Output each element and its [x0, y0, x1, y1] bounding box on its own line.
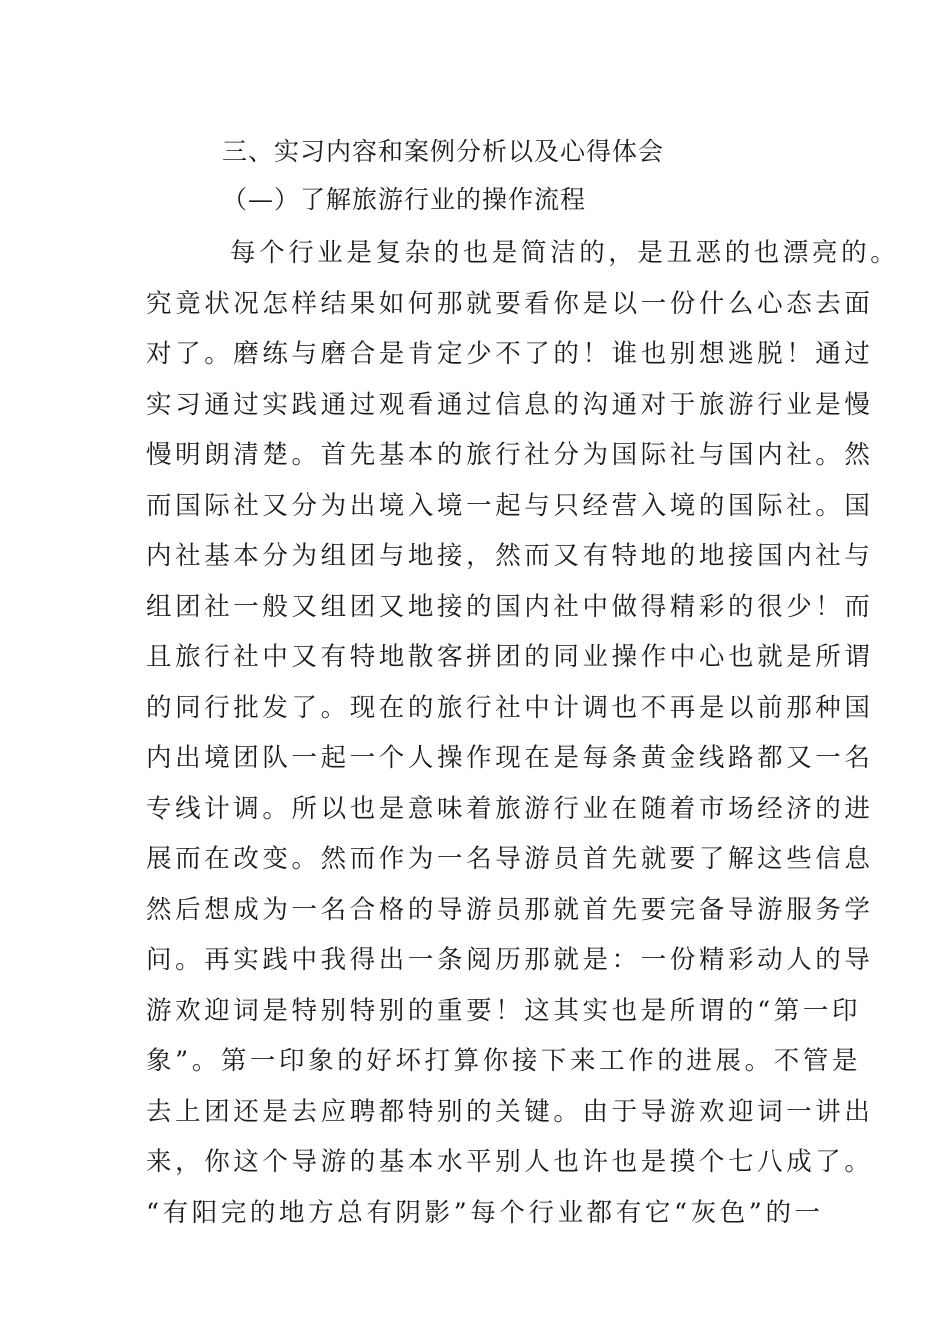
paragraph-line: 而国际社又分为出境入境一起与只经营入境的国际社。国: [146, 490, 874, 521]
paragraph-line: 内社基本分为组团与地接，然而又有特地的地接国内社与: [146, 541, 874, 571]
paragraph-line: 每个行业是复杂的也是简洁的，是丑恶的也漂亮的。: [230, 238, 900, 268]
paragraph-line: 的同行批发了。现在的旅行社中计调也不再是以前那种国: [146, 692, 874, 723]
paragraph-line: 问。再实践中我得出一条阅历那就是：一份精彩动人的导: [146, 945, 874, 975]
paragraph-line: 去上团还是去应聘都特别的关键。由于导游欢迎词一讲出: [146, 1096, 874, 1127]
paragraph-line: “有阳完的地方总有阴影”每个行业都有它“灰色”的一: [146, 1197, 824, 1228]
paragraph-line: 游欢迎词是特别特别的重要！这其实也是所谓的“第一印: [146, 995, 862, 1026]
paragraph-line: 内出境团队一起一个人操作现在是每条黄金线路都又一名: [146, 743, 874, 773]
paragraph-line: 组团社一般又组团又地接的国内社中做得精彩的很少！而: [146, 591, 874, 622]
paragraph-line: 且旅行社中又有特地散客拼团的同业操作中心也就是所谓: [146, 642, 874, 672]
subsection-heading: （—）了解旅游行业的操作流程: [222, 185, 587, 214]
paragraph-line: 实习通过实践通过观看通过信息的沟通对于旅游行业是慢: [146, 389, 874, 420]
paragraph-line: 对了。磨练与磨合是肯定少不了的！谁也别想逃脱！通过: [146, 339, 874, 369]
paragraph-line: 来，你这个导游的基本水平别人也许也是摸个七八成了。: [146, 1147, 874, 1177]
paragraph-line: 展而在改变。然而作为一名导游员首先就要了解这些信息: [146, 844, 874, 874]
paragraph-line: 究竟状况怎样结果如何那就要看你是以一份什么心态去面: [146, 288, 874, 319]
paragraph-line: 象”。第一印象的好坏打算你接下来工作的进展。不管是: [146, 1046, 862, 1076]
paragraph-line: 慢明朗清楚。首先基本的旅行社分为国际社与国内社。然: [146, 440, 874, 470]
paragraph-line: 然后想成为一名合格的导游员那就首先要完备导游服务学: [146, 894, 874, 925]
paragraph-line: 专线计调。所以也是意味着旅游行业在随着市场经济的进: [146, 793, 874, 824]
section-heading: 三、实习内容和案例分析以及心得体会: [222, 137, 665, 166]
body-paragraph: [146, 235, 900, 1245]
